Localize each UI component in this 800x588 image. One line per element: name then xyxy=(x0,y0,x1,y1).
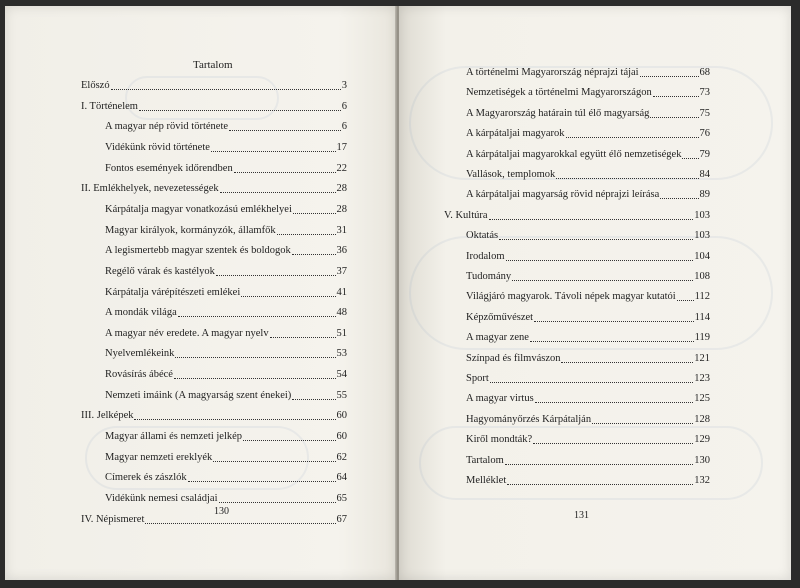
dot-leader xyxy=(243,440,335,441)
toc-entry-label: A történelmi Magyarország néprajzi tájai xyxy=(466,67,639,78)
dot-leader xyxy=(653,96,699,97)
toc-entry-page: 68 xyxy=(699,67,710,78)
toc-entry-page: 64 xyxy=(336,472,347,484)
dot-leader xyxy=(566,137,699,138)
toc-entry-page: 37 xyxy=(336,265,347,277)
dot-leader xyxy=(178,316,336,317)
toc-entry xyxy=(81,182,347,195)
dot-leader xyxy=(293,213,336,214)
toc-entry-label: A kárpátaljai magyarokkal együtt élő nemzetiségek xyxy=(466,148,682,160)
dot-leader xyxy=(505,464,694,465)
toc-entry xyxy=(105,368,347,381)
toc-entry-label: A Magyarország határain túl élő magyarság xyxy=(466,107,650,119)
toc-entry-label: Színpad és filmvászon xyxy=(466,352,561,364)
toc-entry-page: 119 xyxy=(694,332,710,344)
toc-entry xyxy=(105,347,347,360)
toc-entry-page: 28 xyxy=(336,203,347,215)
dot-leader xyxy=(292,399,335,400)
toc-entry-label: Magyar nemzeti ereklyék xyxy=(105,451,213,463)
toc-entry-page: 41 xyxy=(336,286,347,298)
toc-entry-label: Fontos események időrendben xyxy=(105,162,233,174)
toc-entry-label: A magyar nép rövid története xyxy=(105,121,229,133)
toc-entry xyxy=(466,454,710,467)
toc-entry xyxy=(105,471,347,484)
toc-entry xyxy=(81,409,347,422)
toc-entry-page: 67 xyxy=(336,513,347,525)
dot-leader xyxy=(219,502,336,503)
toc-entry xyxy=(105,203,347,216)
dot-leader xyxy=(220,192,336,193)
toc-entry xyxy=(105,492,347,505)
toc-entry-page: 76 xyxy=(699,128,710,140)
dot-leader xyxy=(512,280,693,281)
dot-leader xyxy=(535,402,694,403)
dot-leader xyxy=(188,481,336,482)
toc-entry-page: 65 xyxy=(336,493,347,504)
dot-leader xyxy=(561,362,693,363)
toc-entry-label: Vidékünk nemesi családjai xyxy=(105,493,218,504)
toc-entry xyxy=(466,107,710,120)
dot-leader xyxy=(677,300,694,301)
toc-entry-page: 103 xyxy=(694,230,710,242)
dot-leader xyxy=(292,254,336,255)
dot-leader xyxy=(277,234,336,235)
toc-entry xyxy=(466,474,710,487)
toc-entry-label: V. Kultúra xyxy=(444,209,488,221)
toc-title: Tartalom xyxy=(193,59,233,71)
toc-entry xyxy=(466,148,710,161)
toc-entry xyxy=(105,327,347,340)
toc-entry xyxy=(466,188,710,201)
toc-entry-label: Oktatás xyxy=(466,230,499,242)
toc-entry xyxy=(105,286,347,299)
toc-entry-label: A mondák világa xyxy=(105,307,177,319)
toc-entry-label: Kiről mondták? xyxy=(466,434,533,446)
toc-entry-page: 53 xyxy=(336,348,347,360)
dot-leader xyxy=(534,321,694,322)
toc-entry xyxy=(466,127,710,140)
toc-entry-label: Nyelvemlékeink xyxy=(105,348,175,360)
toc-entry-page: 123 xyxy=(694,373,710,384)
dot-leader xyxy=(175,357,335,358)
toc-entry-page: 121 xyxy=(694,352,710,364)
toc-entry-label: A magyar név eredete. A magyar nyelv xyxy=(105,327,269,339)
toc-entry-page: 104 xyxy=(694,250,710,262)
dot-leader xyxy=(507,484,693,485)
dot-leader xyxy=(234,172,336,173)
toc-entry-page: 62 xyxy=(336,451,347,463)
toc-entry-page: 60 xyxy=(336,410,347,422)
toc-entry-label: Rovásírás ábécé xyxy=(105,369,173,381)
toc-entry xyxy=(444,209,710,222)
toc-entry xyxy=(466,168,710,181)
toc-entry xyxy=(105,451,347,464)
toc-entry-page: 103 xyxy=(694,209,710,221)
toc-entry-label: Világjáró magyarok. Távoli népek magyar kutatói xyxy=(466,291,676,303)
toc-entry xyxy=(466,392,710,405)
toc-entry xyxy=(81,100,347,113)
toc-entry-label: Vidékünk rövid története xyxy=(105,141,210,153)
dot-leader xyxy=(211,151,336,152)
toc-entry xyxy=(105,265,347,278)
toc-entry-page: 112 xyxy=(694,291,710,303)
toc-entry xyxy=(466,372,710,385)
toc-entry-label: Vallások, templomok xyxy=(466,169,556,180)
toc-entry-page: 128 xyxy=(694,413,710,425)
toc-entry-page: 129 xyxy=(694,434,710,446)
dot-leader xyxy=(530,341,694,342)
toc-entry-label: Tartalom xyxy=(466,454,504,466)
left-page-number: 130 xyxy=(214,506,229,517)
toc-entry-page: 114 xyxy=(694,311,710,323)
toc-entry-label: A kárpátaljai magyarok xyxy=(466,128,565,140)
toc-entry-page: 54 xyxy=(336,369,347,381)
toc-entry-page: 28 xyxy=(336,183,347,195)
dot-leader xyxy=(213,461,335,462)
toc-entry xyxy=(105,162,347,175)
toc-entry xyxy=(81,79,347,92)
dot-leader xyxy=(145,523,335,524)
dot-leader xyxy=(650,117,698,118)
toc-entry-page: 48 xyxy=(336,307,347,319)
toc-entry-label: Irodalom xyxy=(466,250,505,262)
toc-entry xyxy=(466,352,710,365)
toc-entry-label: Kárpátalja várépítészeti emlékei xyxy=(105,286,241,298)
toc-entry xyxy=(105,224,347,237)
toc-entry-label: Előszó xyxy=(81,80,110,91)
toc-entry-label: Sport xyxy=(466,373,489,384)
toc-entry-page: 75 xyxy=(699,107,710,119)
toc-entry-label: II. Emlékhelyek, nevezetességek xyxy=(81,183,219,195)
toc-entry-page: 17 xyxy=(336,141,347,153)
toc-entry xyxy=(466,413,710,426)
toc-entry-page: 55 xyxy=(336,389,347,401)
toc-entry-label: Regélő várak és kastélyok xyxy=(105,265,215,277)
toc-entry-page: 36 xyxy=(336,245,347,257)
dot-leader xyxy=(506,260,694,261)
dot-leader xyxy=(111,89,341,90)
toc-entry-label: Tudomány xyxy=(466,271,512,282)
toc-entry-page: 6 xyxy=(341,121,347,133)
toc-entry xyxy=(466,270,710,283)
toc-entry-page: 132 xyxy=(694,475,710,486)
toc-entry-page: 89 xyxy=(699,189,710,201)
toc-entry xyxy=(466,311,710,324)
dot-leader xyxy=(592,423,693,424)
toc-entry-label: A magyar zene xyxy=(466,332,529,344)
toc-entry-page: 79 xyxy=(699,148,710,160)
toc-entry-page: 108 xyxy=(694,271,710,282)
toc-entry-page: 3 xyxy=(341,80,347,91)
toc-entry xyxy=(466,290,710,303)
dot-leader xyxy=(533,443,693,444)
dot-leader xyxy=(134,419,335,420)
dot-leader xyxy=(489,219,694,220)
toc-entry-label: Magyar állami és nemzeti jelkép xyxy=(105,431,243,443)
toc-entry xyxy=(466,66,710,79)
dot-leader xyxy=(229,130,341,131)
toc-entry xyxy=(105,244,347,257)
toc-entry xyxy=(466,229,710,242)
dot-leader xyxy=(216,275,336,276)
toc-entry-label: Melléklet xyxy=(466,475,507,486)
toc-entry-page: 22 xyxy=(336,162,347,174)
toc-entry-label: IV. Népismeret xyxy=(81,513,145,525)
dot-leader xyxy=(682,158,698,159)
toc-entry-page: 84 xyxy=(699,169,710,180)
dot-leader xyxy=(270,337,336,338)
toc-entry-label: Hagyományőrzés Kárpátalján xyxy=(466,413,592,425)
toc-entry-page: 51 xyxy=(336,327,347,339)
toc-entry-label: Nemzetiségek a történelmi Magyarországon xyxy=(466,87,652,99)
toc-entry xyxy=(105,141,347,154)
toc-entry-label: Kárpátalja magyar vonatkozású emlékhelyei xyxy=(105,203,292,215)
dot-leader xyxy=(241,296,335,297)
dot-leader xyxy=(556,178,698,179)
toc-entry-label: III. Jelképek xyxy=(81,410,134,422)
toc-entry-page: 60 xyxy=(336,431,347,443)
bleed-through-decoration xyxy=(409,66,773,180)
toc-entry-label: I. Történelem xyxy=(81,100,138,112)
toc-entry-page: 31 xyxy=(336,224,347,236)
toc-entry-label: A kárpátaljai magyarság rövid néprajzi leírása xyxy=(466,189,660,201)
toc-entry xyxy=(466,86,710,99)
toc-entry xyxy=(105,430,347,443)
toc-entry xyxy=(105,306,347,319)
dot-leader xyxy=(499,239,693,240)
toc-entry xyxy=(466,433,710,446)
toc-entry xyxy=(105,389,347,402)
toc-entry-page: 130 xyxy=(694,454,710,466)
toc-entry-label: Címerek és zászlók xyxy=(105,472,187,484)
toc-entry-page: 73 xyxy=(699,87,710,99)
toc-entry xyxy=(105,120,347,133)
dot-leader xyxy=(174,378,336,379)
toc-entry-label: A magyar virtus xyxy=(466,393,534,405)
toc-entry-page: 125 xyxy=(694,393,710,405)
dot-leader xyxy=(139,110,341,111)
toc-entry xyxy=(466,250,710,263)
dot-leader xyxy=(490,382,693,383)
toc-entry-label: Magyar királyok, kormányzók, államfők xyxy=(105,224,276,236)
dot-leader xyxy=(660,198,698,199)
toc-entry-label: Képzőművészet xyxy=(466,311,534,323)
toc-entry-page: 6 xyxy=(341,100,347,112)
right-page-number: 131 xyxy=(574,510,589,521)
toc-entry xyxy=(466,331,710,344)
toc-entry-label: Nemzeti imáink (A magyarság szent énekei) xyxy=(105,389,292,401)
toc-entry-label: A legismertebb magyar szentek és boldogok xyxy=(105,245,291,257)
dot-leader xyxy=(640,76,699,77)
